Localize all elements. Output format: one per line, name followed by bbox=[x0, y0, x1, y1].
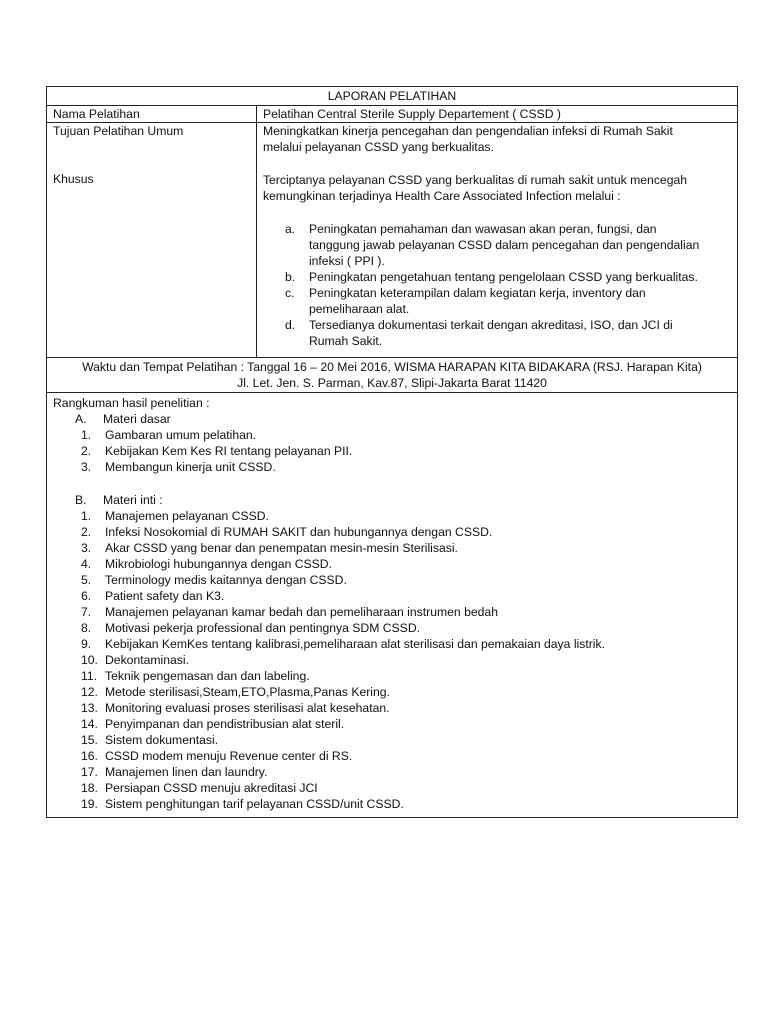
list-item bbox=[53, 636, 731, 652]
list-item bbox=[53, 764, 731, 780]
list-item bbox=[53, 732, 731, 748]
tujuan-label-cell bbox=[47, 123, 257, 358]
item-number: 5. bbox=[81, 573, 92, 587]
item-marker: a. bbox=[284, 222, 296, 236]
summary-cell bbox=[47, 393, 738, 818]
section-title: Materi dasar bbox=[103, 412, 171, 426]
section-a-list bbox=[53, 427, 731, 475]
tujuan-umum-label: Tujuan Pelatihan Umum bbox=[53, 124, 184, 138]
section-b-heading bbox=[53, 492, 731, 508]
item-number: 1. bbox=[81, 509, 92, 523]
khusus-item bbox=[263, 269, 731, 285]
list-item bbox=[53, 508, 731, 524]
item-number: 2. bbox=[81, 444, 92, 458]
report-title: LAPORAN PELATIHAN bbox=[47, 87, 738, 106]
nama-value: Pelatihan Central Sterile Supply Departement ( CSSD ) bbox=[256, 106, 737, 123]
report-table bbox=[46, 86, 738, 818]
section-marker: A. bbox=[75, 412, 87, 426]
item-marker: d. bbox=[284, 318, 296, 332]
item-number: 19. bbox=[81, 797, 98, 811]
item-number: 6. bbox=[81, 589, 92, 603]
list-item bbox=[53, 459, 731, 475]
venue-line-1: Waktu dan Tempat Pelatihan : Tanggal 16 – 20 Mei 2016, WISMA HARAPAN KITA BIDAKARA (RSJ. Harapan Kita) bbox=[82, 360, 702, 374]
nama-row bbox=[47, 106, 738, 123]
item-number: 8. bbox=[81, 621, 92, 635]
item-number: 1. bbox=[81, 428, 92, 442]
item-text: Dekontaminasi. bbox=[105, 653, 189, 667]
item-number: 2. bbox=[81, 525, 92, 539]
list-item bbox=[53, 427, 731, 443]
item-line: Peningkatan keterampilan dalam kegiatan kerja, inventory dan bbox=[308, 286, 646, 300]
list-item bbox=[53, 540, 731, 556]
item-text: Motivasi pekerja professional dan pentingnya SDM CSSD. bbox=[105, 621, 421, 635]
khusus-item bbox=[263, 317, 731, 349]
khusus-item bbox=[263, 221, 731, 269]
summary-row bbox=[47, 393, 738, 818]
item-line: Peningkatan pemahaman dan wawasan akan peran, fungsi, dan bbox=[308, 222, 657, 236]
list-item bbox=[53, 620, 731, 636]
item-number: 4. bbox=[81, 557, 92, 571]
item-text: CSSD modem menuju Revenue center di RS. bbox=[105, 749, 353, 763]
item-number: 18. bbox=[81, 781, 98, 795]
venue-row bbox=[47, 358, 738, 393]
item-text: Teknik pengemasan dan dan labeling. bbox=[105, 669, 310, 683]
item-text: Persiapan CSSD menuju akreditasi JCI bbox=[105, 781, 318, 795]
item-number: 7. bbox=[81, 605, 92, 619]
item-text: Manajemen pelayanan kamar bedah dan pemeliharaan instrumen bedah bbox=[105, 605, 498, 619]
item-text: Metode sterilisasi,Steam,ETO,Plasma,Panas Kering. bbox=[105, 685, 390, 699]
item-text: Kebijakan KemKes tentang kalibrasi,pemeliharaan alat sterilisasi dan pemakaian daya listrik. bbox=[105, 637, 605, 651]
venue-cell bbox=[47, 358, 738, 393]
section-marker: B. bbox=[75, 493, 87, 507]
item-line: tanggung jawab pelayanan CSSD dalam pencegahan dan pengendalian bbox=[308, 238, 700, 252]
tujuan-umum-line-2: melalui pelayanan CSSD yang berkualitas. bbox=[262, 140, 494, 154]
item-text: Mikrobiologi hubungannya dengan CSSD. bbox=[105, 557, 332, 571]
item-line: Peningkatan pengetahuan tentang pengelolaan CSSD yang berkualitas. bbox=[308, 270, 698, 284]
khusus-line-2: kemungkinan terjadinya Health Care Associated Infection melalui : bbox=[262, 189, 621, 203]
item-line: infeksi ( PPI ). bbox=[308, 254, 385, 268]
list-item bbox=[53, 652, 731, 668]
list-item bbox=[53, 684, 731, 700]
khusus-label: Khusus bbox=[53, 172, 94, 186]
tujuan-row bbox=[47, 123, 738, 358]
item-text: Terminology medis kaitannya dengan CSSD. bbox=[105, 573, 347, 587]
item-text: Sistem dokumentasi. bbox=[105, 733, 219, 747]
list-item bbox=[53, 780, 731, 796]
item-number: 17. bbox=[81, 765, 98, 779]
item-text: Akar CSSD yang benar dan penempatan mesin-mesin Sterilisasi. bbox=[105, 541, 458, 555]
item-text: Gambaran umum pelatihan. bbox=[105, 428, 257, 442]
item-marker: b. bbox=[284, 270, 296, 284]
item-text: Sistem penghitungan tarif pelayanan CSSD/unit CSSD. bbox=[105, 797, 404, 811]
item-text: Membangun kinerja unit CSSD. bbox=[105, 460, 276, 474]
list-item bbox=[53, 748, 731, 764]
item-text: Monitoring evaluasi proses sterilisasi alat kesehatan. bbox=[105, 701, 390, 715]
title-row bbox=[47, 87, 738, 106]
item-marker: c. bbox=[284, 286, 295, 300]
item-number: 15. bbox=[81, 733, 98, 747]
tujuan-umum-line-1: Meningkatkan kinerja pencegahan dan pengendalian infeksi di Rumah Sakit bbox=[262, 124, 673, 138]
list-item bbox=[53, 524, 731, 540]
section-a-heading bbox=[53, 411, 731, 427]
item-number: 11. bbox=[81, 669, 98, 683]
list-item bbox=[53, 588, 731, 604]
item-text: Manajemen linen dan laundry. bbox=[105, 765, 268, 779]
item-text: Infeksi Nosokomial di RUMAH SAKIT dan hubungannya dengan CSSD. bbox=[105, 525, 493, 539]
item-text: Patient safety dan K3. bbox=[105, 589, 225, 603]
list-item bbox=[53, 604, 731, 620]
item-number: 16. bbox=[81, 749, 98, 763]
section-title: Materi inti : bbox=[103, 493, 163, 507]
item-text: Kebijakan Kem Kes RI tentang pelayanan PII. bbox=[105, 444, 353, 458]
item-number: 3. bbox=[81, 460, 92, 474]
list-item bbox=[53, 572, 731, 588]
list-item bbox=[53, 700, 731, 716]
khusus-line-1: Terciptanya pelayanan CSSD yang berkualitas di rumah sakit untuk mencegah bbox=[262, 173, 688, 187]
khusus-item bbox=[263, 285, 731, 317]
item-number: 9. bbox=[81, 637, 92, 651]
section-b-list bbox=[53, 508, 731, 812]
item-line: Rumah Sakit. bbox=[308, 334, 383, 348]
report-document bbox=[46, 86, 738, 818]
item-number: 14. bbox=[81, 717, 98, 731]
item-number: 12. bbox=[81, 685, 98, 699]
item-line: pemeliharaan alat. bbox=[308, 302, 410, 316]
list-item bbox=[53, 668, 731, 684]
list-item bbox=[53, 443, 731, 459]
nama-label: Nama Pelatihan bbox=[47, 106, 257, 123]
summary-heading: Rangkuman hasil penelitian : bbox=[53, 396, 210, 410]
venue-line-2: Jl. Let. Jen. S. Parman, Kav.87, Slipi-Jakarta Barat 11420 bbox=[237, 376, 547, 390]
item-text: Manajemen pelayanan CSSD. bbox=[105, 509, 269, 523]
item-number: 10. bbox=[81, 653, 98, 667]
list-item bbox=[53, 796, 731, 812]
list-item bbox=[53, 556, 731, 572]
tujuan-value-cell bbox=[256, 123, 737, 358]
khusus-list bbox=[263, 221, 731, 349]
item-text: Penyimpanan dan pendistribusian alat steril. bbox=[105, 717, 345, 731]
item-line: Tersedianya dokumentasi terkait dengan akreditasi, ISO, dan JCI di bbox=[308, 318, 673, 332]
list-item bbox=[53, 716, 731, 732]
item-number: 3. bbox=[81, 541, 92, 555]
item-number: 13. bbox=[81, 701, 98, 715]
